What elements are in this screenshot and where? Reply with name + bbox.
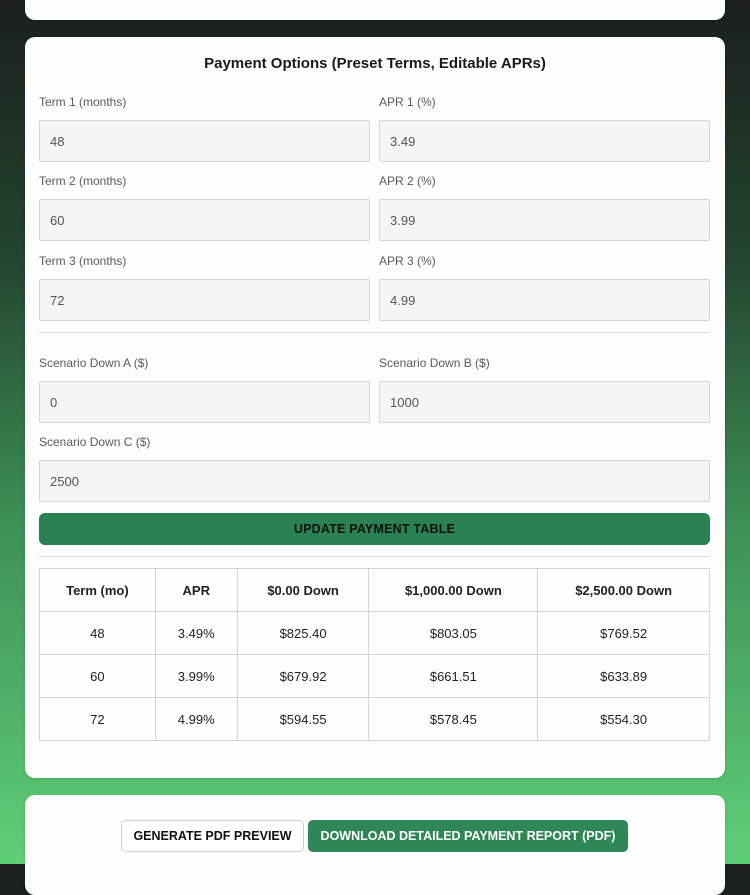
section-title: Payment Options (Preset Terms, Editable APRs) bbox=[204, 55, 546, 72]
update-payment-table-button[interactable]: UPDATE PAYMENT TABLE bbox=[39, 513, 710, 545]
cell-term: 48 bbox=[40, 612, 156, 655]
apr-3-input[interactable] bbox=[379, 279, 710, 321]
scenario-b-label: Scenario Down B ($) bbox=[379, 356, 490, 370]
scenario-c-label: Scenario Down C ($) bbox=[39, 435, 151, 449]
cell-term: 72 bbox=[40, 698, 156, 741]
cell-payment: $825.40 bbox=[237, 612, 369, 655]
scenario-a-label: Scenario Down A ($) bbox=[39, 356, 149, 370]
payment-table bbox=[39, 568, 710, 741]
table-row bbox=[40, 698, 710, 741]
download-report-button[interactable]: DOWNLOAD DETAILED PAYMENT REPORT (PDF) bbox=[308, 820, 628, 852]
term-3-label: Term 3 (months) bbox=[39, 254, 127, 268]
generate-pdf-preview-button[interactable]: GENERATE PDF PREVIEW bbox=[121, 820, 304, 852]
scenario-b-input[interactable] bbox=[379, 381, 710, 423]
cell-payment: $769.52 bbox=[538, 612, 710, 655]
cell-payment: $633.89 bbox=[538, 655, 710, 698]
divider bbox=[39, 332, 710, 333]
actions-card bbox=[25, 795, 725, 895]
term-3-input[interactable] bbox=[39, 279, 370, 321]
header-down-b: $1,000.00 Down bbox=[369, 569, 538, 612]
divider bbox=[39, 556, 710, 557]
header-apr: APR bbox=[155, 569, 237, 612]
table-row bbox=[40, 612, 710, 655]
apr-1-input[interactable] bbox=[379, 120, 710, 162]
cell-payment: $554.30 bbox=[538, 698, 710, 741]
apr-2-input[interactable] bbox=[379, 199, 710, 241]
cell-payment: $578.45 bbox=[369, 698, 538, 741]
cell-payment: $594.55 bbox=[237, 698, 369, 741]
term-1-input[interactable] bbox=[39, 120, 370, 162]
term-2-input[interactable] bbox=[39, 199, 370, 241]
header-down-c: $2,500.00 Down bbox=[538, 569, 710, 612]
table-row bbox=[40, 655, 710, 698]
apr-2-label: APR 2 (%) bbox=[379, 174, 436, 188]
apr-3-label: APR 3 (%) bbox=[379, 254, 436, 268]
header-down-a: $0.00 Down bbox=[237, 569, 369, 612]
cell-payment: $803.05 bbox=[369, 612, 538, 655]
term-2-label: Term 2 (months) bbox=[39, 174, 127, 188]
apr-1-label: APR 1 (%) bbox=[379, 95, 436, 109]
table-header-row bbox=[40, 569, 710, 612]
header-term: Term (mo) bbox=[40, 569, 156, 612]
cell-payment: $661.51 bbox=[369, 655, 538, 698]
cell-payment: $679.92 bbox=[237, 655, 369, 698]
cell-apr: 3.99% bbox=[155, 655, 237, 698]
term-1-label: Term 1 (months) bbox=[39, 95, 127, 109]
cell-apr: 3.49% bbox=[155, 612, 237, 655]
previous-section-card bbox=[25, 0, 725, 20]
payment-options-card bbox=[25, 37, 725, 778]
scenario-a-input[interactable] bbox=[39, 381, 370, 423]
scenario-c-input[interactable] bbox=[39, 460, 710, 502]
cell-term: 60 bbox=[40, 655, 156, 698]
cell-apr: 4.99% bbox=[155, 698, 237, 741]
